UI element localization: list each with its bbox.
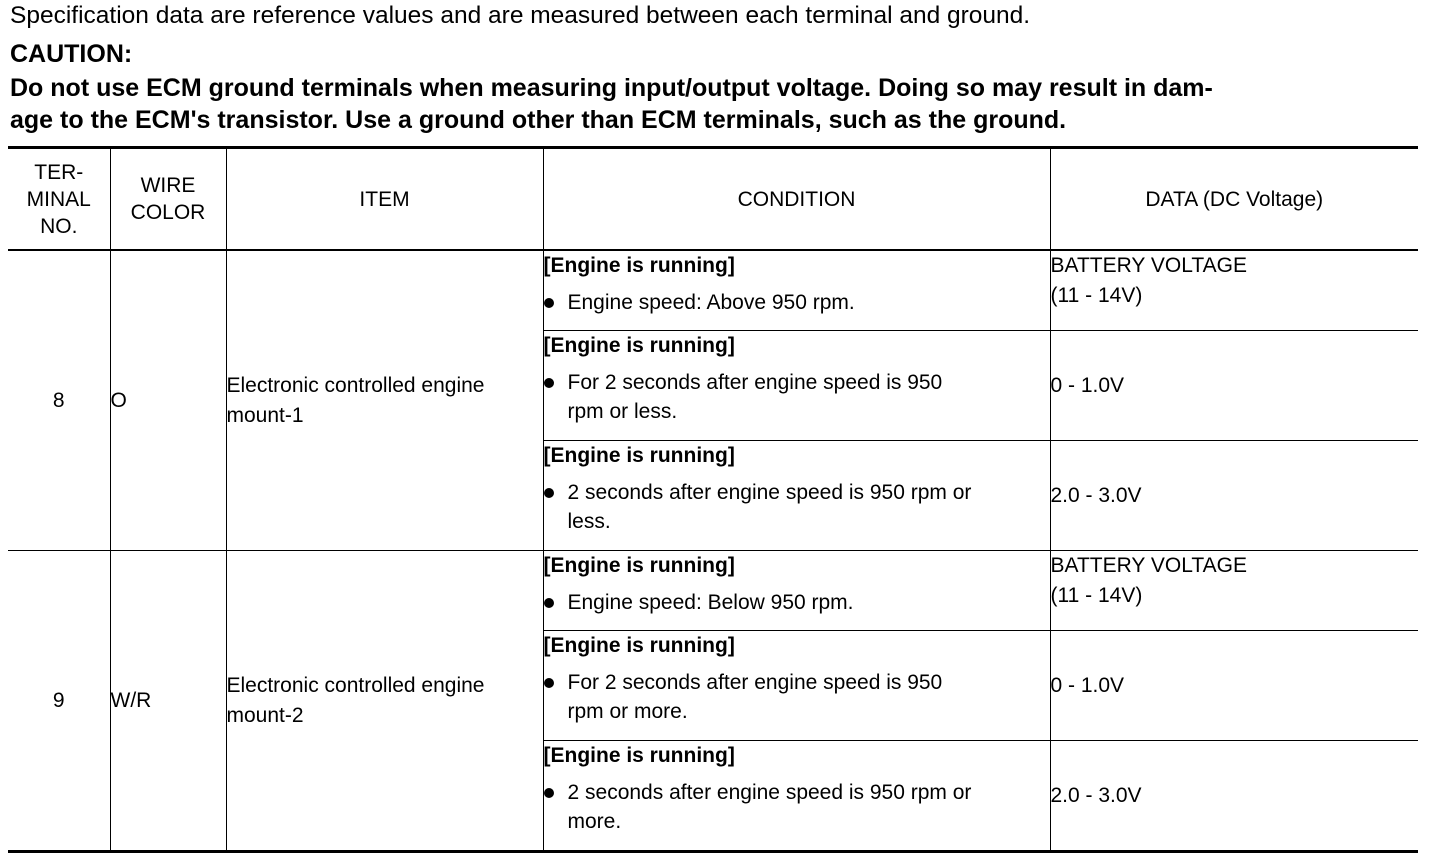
item-line: mount-1 <box>226 403 304 427</box>
data-value: 2.0 - 3.0V <box>1050 741 1418 852</box>
condition-text: rpm or more. <box>567 700 688 723</box>
header-data: DATA (DC Voltage) <box>1050 148 1418 251</box>
data-value: 0 - 1.0V <box>1050 631 1418 741</box>
condition-text: For 2 seconds after engine speed is 950 <box>567 671 943 694</box>
header-item: ITEM <box>226 148 543 251</box>
terminal-spec-table <box>8 146 1418 853</box>
bullet-icon <box>544 378 554 388</box>
condition-text: less. <box>567 510 611 533</box>
header-line: COLOR <box>130 201 206 224</box>
table-row <box>8 250 1418 331</box>
data-line: BATTERY VOLTAGE <box>1050 554 1247 577</box>
caution-line: Do not use ECM ground terminals when measuring input/output voltage. Doing so may result in dam- <box>10 74 1213 102</box>
bullet-icon <box>544 598 554 608</box>
caution-heading: CAUTION: <box>10 40 133 68</box>
data-value: 2.0 - 3.0V <box>1050 441 1418 551</box>
data-value <box>1050 250 1418 331</box>
caution-text <box>10 72 1420 136</box>
condition-heading: [Engine is running] <box>543 634 735 657</box>
data-line: BATTERY VOLTAGE <box>1050 254 1247 277</box>
bullet-icon <box>544 678 554 688</box>
bullet-icon <box>544 488 554 498</box>
bullet-icon <box>544 788 554 798</box>
item-name <box>226 551 543 852</box>
condition-cell <box>543 741 1050 852</box>
condition-text: For 2 seconds after engine speed is 950 <box>567 371 943 394</box>
data-line: (11 - 14V) <box>1050 284 1143 307</box>
data-line: (11 - 14V) <box>1050 584 1143 607</box>
condition-cell <box>543 250 1050 331</box>
condition-cell <box>543 631 1050 741</box>
data-value <box>1050 551 1418 631</box>
header-line: TER- <box>34 160 84 184</box>
header-terminal-no <box>8 148 110 251</box>
terminal-number: 8 <box>8 250 110 551</box>
condition-heading: [Engine is running] <box>543 554 735 577</box>
table-row <box>8 551 1418 631</box>
condition-heading: [Engine is running] <box>543 254 735 277</box>
header-condition: CONDITION <box>543 148 1050 251</box>
data-value: 0 - 1.0V <box>1050 331 1418 441</box>
condition-cell <box>543 441 1050 551</box>
condition-heading: [Engine is running] <box>543 444 735 467</box>
header-wire-color <box>110 148 226 251</box>
condition-text: 2 seconds after engine speed is 950 rpm or <box>567 481 972 504</box>
spec-intro-text: Specification data are reference values and are measured between each terminal and ground. <box>10 2 1031 29</box>
caution-line: age to the ECM's transistor. Use a ground other than ECM terminals, such as the ground. <box>10 106 1067 134</box>
condition-text: rpm or less. <box>567 400 678 423</box>
condition-text: Engine speed: Below 950 rpm. <box>567 591 854 614</box>
item-name <box>226 250 543 551</box>
condition-cell <box>543 331 1050 441</box>
condition-heading: [Engine is running] <box>543 334 735 357</box>
condition-text: Engine speed: Above 950 rpm. <box>567 291 855 314</box>
condition-text: 2 seconds after engine speed is 950 rpm or <box>567 781 972 804</box>
table-header-row <box>8 148 1418 251</box>
bullet-icon <box>544 298 554 308</box>
header-line: WIRE <box>140 174 196 197</box>
header-line: NO. <box>40 214 78 238</box>
item-line: Electronic controlled engine <box>226 373 485 397</box>
condition-heading: [Engine is running] <box>543 744 735 767</box>
item-line: Electronic controlled engine <box>226 673 485 697</box>
condition-text: more. <box>567 810 622 833</box>
wire-color: W/R <box>110 551 226 852</box>
item-line: mount-2 <box>226 703 304 727</box>
header-line: MINAL <box>26 187 91 211</box>
wire-color: O <box>110 250 226 551</box>
condition-cell <box>543 551 1050 631</box>
terminal-number: 9 <box>8 551 110 852</box>
